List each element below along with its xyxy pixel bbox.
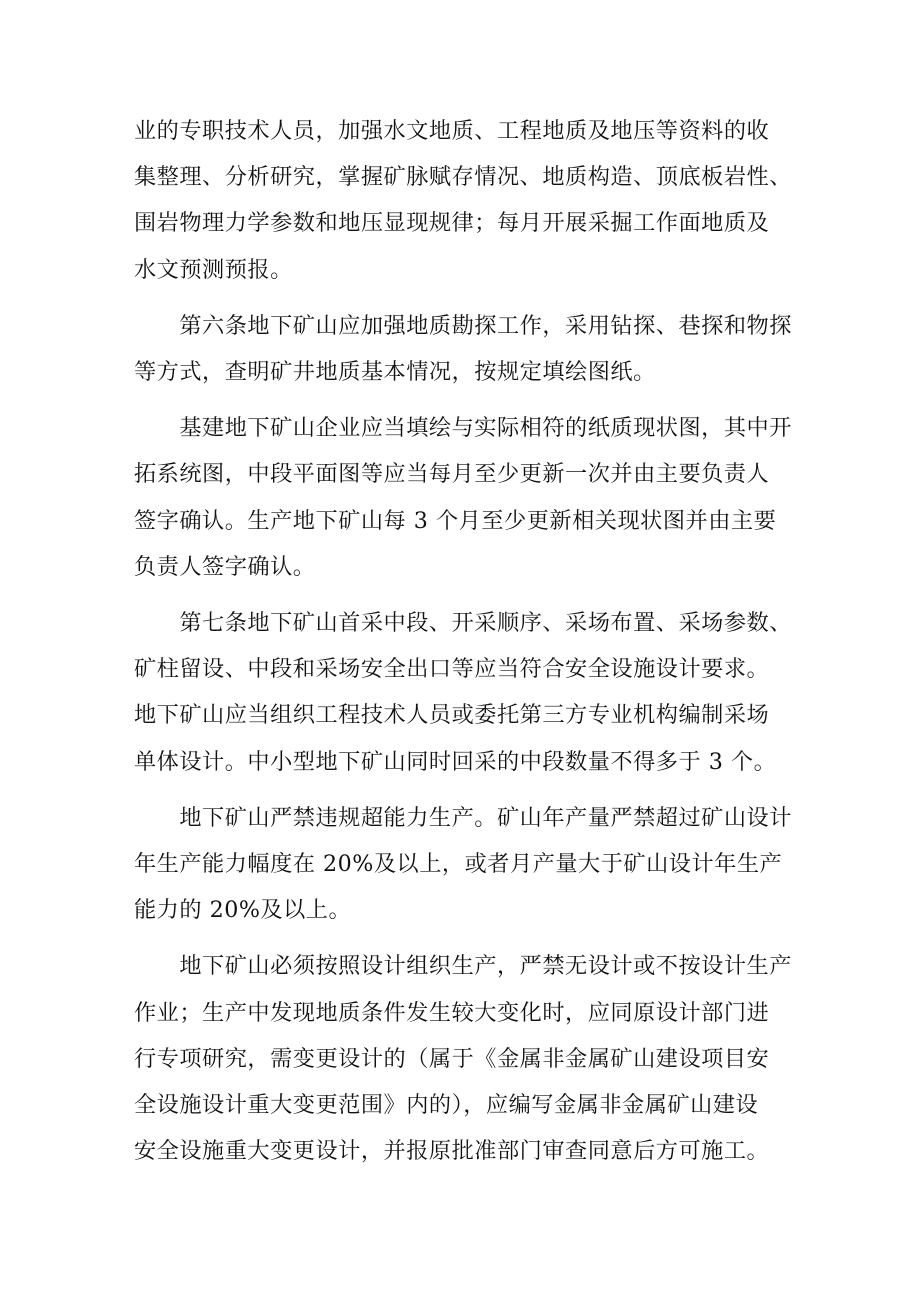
text-line: 能力的 20%及以上。 <box>134 897 352 924</box>
text-line: 第七条地下矿山首采中段、开采顺序、采场布置、采场参数、 <box>134 610 792 637</box>
text-line: 年生产能力幅度在 20%及以上，或者月产量大于矿山设计年生产 <box>134 851 783 878</box>
text-line: 全设施设计重大变更范围》内的），应编写金属非金属矿山建设 <box>134 1092 759 1119</box>
text-line: 单体设计。中小型地下矿山同时回采的中段数量不得多于 3 个。 <box>134 748 777 775</box>
body-text <box>134 108 804 1184</box>
text-line: 等方式，查明矿井地质基本情况，按规定填绘图纸。 <box>134 359 656 386</box>
paragraph-capacity <box>134 795 804 934</box>
paragraph-design-changes <box>134 943 804 1174</box>
text-line: 矿柱留设、中段和采场安全出口等应当符合安全设施设计要求。 <box>134 656 770 683</box>
text-line: 地下矿山必须按照设计组织生产，严禁无设计或不按设计生产 <box>134 953 792 980</box>
text-line: 集整理、分析研究，掌握矿脉赋存情况、地质构造、顶底板岩性、 <box>134 164 792 191</box>
paragraph-article-7 <box>134 600 804 785</box>
text-line: 安全设施重大变更设计，并报原批准部门审查同意后方可施工。 <box>134 1138 770 1165</box>
paragraph-continued <box>134 108 804 293</box>
text-line: 负责人签字确认。 <box>134 553 316 580</box>
paragraph-status-maps <box>134 405 804 590</box>
text-line: 行专项研究，需变更设计的（属于《金属非金属矿山建设项目安 <box>134 1045 770 1072</box>
text-line: 业的专职技术人员，加强水文地质、工程地质及地压等资料的收 <box>134 118 770 144</box>
text-line: 签字确认。生产地下矿山每 3 个月至少更新相关现状图并由主要 <box>134 507 777 534</box>
text-line: 拓系统图，中段平面图等应当每月至少更新一次并由主要负责人 <box>134 461 770 488</box>
text-line: 围岩物理力学参数和地压显现规律；每月开展采掘工作面地质及 <box>134 210 770 237</box>
text-line: 地下矿山严禁违规超能力生产。矿山年产量严禁超过矿山设计 <box>134 804 792 831</box>
text-line: 基建地下矿山企业应当填绘与实际相符的纸质现状图，其中开 <box>134 415 792 442</box>
text-line: 水文预测预报。 <box>134 256 293 283</box>
paragraph-article-6 <box>134 303 804 395</box>
text-line: 作业；生产中发现地质条件发生较大变化时，应同原设计部门进 <box>134 999 770 1026</box>
text-line: 第六条地下矿山应加强地质勘探工作，采用钻探、巷探和物探 <box>134 312 792 339</box>
text-line: 地下矿山应当组织工程技术人员或委托第三方专业机构编制采场 <box>134 702 770 729</box>
